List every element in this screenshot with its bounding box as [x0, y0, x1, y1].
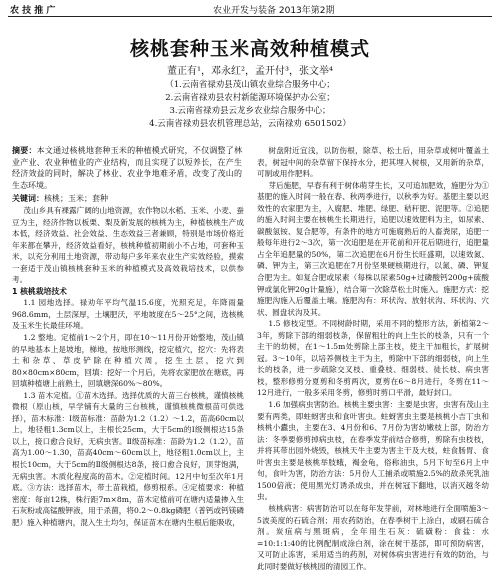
running-header — [8, 3, 492, 17]
affiliation-1: （1.云南省禄劝县茂山镇农业综合服务中心； — [165, 80, 335, 90]
keywords-text: 核桃；玉米；套种 — [44, 194, 108, 203]
body-paragraph: 1.5 修枝定型。不同树龄时期，采用不同的整形方法，新植第2～3年，剪除下部的细弱枝条，保留粗壮的向上生长的枝条，只有一个主干的幼树，在1～1.5m处剪除上部主枝，使主干加粗长，扩展树冠。3～10年，以培养侧枝主干为主，剪除中下部的细弱枝，向上生长的枝条，进一步疏除交叉枝、重叠枝、细弱枝、徒长枝、病虫害枝，整形修剪分夏剪和冬剪两次，夏剪在6～8月进行，冬剪在11～12月进行，一般多采用冬剪，修剪时剪口平滑，最好封口。 — [257, 319, 489, 398]
body-paragraph: 1.1 园地选择。禄劝年平均气温15.6度，光照充足，年降雨量968.6mm，土层深厚，土壤肥沃，平地坡度在5～25°之间，选核桃及玉米生长最佳环境。 — [12, 298, 244, 331]
left-column — [12, 205, 244, 528]
body-paragraph: 茂山乡具有裸露广阔的山地资源，农作物以水稻、玉米、小麦、蚕豆为主，经济作物以板栗、梨及新发展的核桃为主，种植核桃生产成本低，经济效益、社会效益、生态效益三者兼顾，特别是市场价格近年来都在攀升，经济效益看好，核桃种植初期前小不占地，可套种玉米，以充分利用土地资源，带动每户多年来农业生产实效经验，摸索一套适于茂山镇核桃套种玉米的种植模式及高效栽培技术，以供参考。 — [12, 206, 244, 285]
section-heading: 1 核桃栽培技术 — [12, 286, 67, 296]
keywords-label: 关键词： — [12, 193, 44, 203]
article-title: 核桃套种玉米高效种植模式 — [129, 38, 370, 60]
right-column — [257, 145, 489, 572]
abstract — [12, 145, 242, 192]
body-paragraph: 核桃病害：病害防治可以在每年发芽前，对林地进行全面喷施3～5波美度的石硫合剂；用农药防治，在春季树干上涂白，或刷石硫合剂。炭疽病与黑斑病，全年用生石灰：硫磺粉：食盐：水=10:1:1:40的比例配制成涂白剂，涂在树干基部，即可预防病害，又可防止冻害，采用适当的药剂，对树体病虫害进行有效的防治，与此同时要做好核桃园的清园工作。 — [257, 503, 489, 571]
body-paragraph: 芽后施肥，早春有利于树体萌芽生长，又可追加肥效，施肥分为①基肥的施入时间一般在春、秋两季进行，以秋季为好。基肥主要以迟效性的农家肥为主，入腐肥、堆肥、绿肥、秸秆肥、泥肥等。②追肥的施入时间主要在核桃生长期进行，追肥以速效肥料为主，如尿素、碳酸氢铵、复合肥等，有条件的地方可施腐熟后的人畜粪尿，追肥一般每年进行2～3次，第一次追肥是在开花前和开花后期进行，追肥量占全年追肥量的50%，第二次追肥在6月份生长旺盛期，以速效氮、磷、钾为主，第三次追肥在7月份坚果硬核期进行，以氮、磷、钾复合肥为主。如复合肥或尿素（每株以尿素50g+过磷酸钙200g+硫酸钾或氯化钾20g计量施），结合第一次除草松土时施入。施肥方式：挖施肥沟施入后覆盖土壤。施肥沟有：环状沟、放射状沟、环状沟、穴状、圆盘状沟及其。 — [257, 180, 489, 317]
body-paragraph: 树盘附近宜浅，以防伤根，除草、松土后，用杂草或树叶覆盖土表，树冠中间的杂草留下保持水分，把其埋入树根，又用新的杂草，可制或用作肥料。 — [257, 146, 489, 179]
section-label: 农 技 推 广 — [10, 6, 56, 16]
body-paragraph: 1.3 苗木定植。①苗木选择。选择优质的大苗三台核桃，谨慎核桃微根（原山核，早学铺有大量的三台核桃，谨慎核桃微根苗可供选择），苗木标准：Ⅰ级苗标准：苗龄为1.2（1.2）～1.2，苗高60cm以上，地径粗1.3cm以上，主根长25cm，大于5cm的Ⅰ级侧根达15条以上，接口愈合良好，无病虫害。Ⅱ级苗标准：苗龄为1.2（1.2），苗高为1.00～1.30，苗高40cm～60cm以上，地径粗1.0cm以上，主根长10cm，大于5cm的Ⅱ级侧根达8条，接口愈合良好，顶芽饱满，无病虫害。木质化程度高的苗木。②定植时间。12月中旬至次年1月底。③方法：选择苗木，带土苗栽植，修剪根系。④定植要求：种植密度：每亩12株，株行距7m×8m，苗木定植前可在塘内适量掺入生石灰粉或高锰酸钾液，用于杀菌，将0.2～0.8kg磷肥（普钙或钙镁磷肥）施入种植塘内，混入生土均匀，保证苗木在塘内生根后能吸收， — [12, 390, 244, 527]
journal-issue: 农业开发与装备 2013年第2期 — [213, 6, 335, 16]
author-list: 董正有¹，邓永红²，孟开付³，张文举⁴ — [166, 66, 334, 77]
keywords — [12, 193, 242, 205]
abstract-label: 摘要： — [12, 145, 37, 155]
body-paragraph: 1.2 整地。定植前1～2个月，即在10～11月份开始整地，茂山镇的早地基本上是坡地，梯地，按地形测线，挖定植穴，挖穴：先将表土和杂草、草皮铲除在种植穴周，挖生土层，挖穴到80×80cm×80cm，回填：挖好一个月后，先将农家肥放在塘底，再回填种植塘上前熟土，回填塘深60%～80%。 — [12, 333, 244, 389]
body-paragraph: 1.6 加强病虫害防治。核桃主要虫害：主要是虫害，虫害有茂山主要有两类，即蛀蚜害虫和食叶害虫。蛀蚜害虫主要是核桃小吉丁虫和核桃小蠹虫，主要在3、4月份和6、7月份为害幼嫩枝上部，防治方法：冬季要修剪掉病虫枝，在春季发芽前结合修剪，剪除有虫枝枝，并将其带出园外烧毁，核桃天牛主要为害主干及大枝，蛀食肠胃、食叶害虫主要是核桃举肢蛾，褐金龟，俗称油虫，5月下旬至6月上中旬，食叶为害，防治方法：5月份人工捕杀或喷施2.5%的敌杀死乳油1500倍液；使用黑光灯诱杀成虫，并在树冠下翻地，以消灭越冬幼虫。 — [257, 400, 489, 502]
affiliation-4: 4.云南省禄劝县农机管理总站，云南禄劝 6501502） — [149, 119, 351, 129]
affiliation-3: 3.云南省禄劝县云龙乡农业综合服务中心； — [169, 106, 331, 116]
abstract-text: 本文通过核桃地套种玉米的种植模式研究，不仅调整了林业产业、农业种植业的产业结构，而且实现了以短养长，在产生经济效益的同时，解决了林业、农业争地难矛盾，改变了茂山的生态环境。 — [12, 146, 243, 191]
affiliation-2: 2.云南省禄劝县农村新能源环境保护办公室； — [165, 93, 335, 103]
